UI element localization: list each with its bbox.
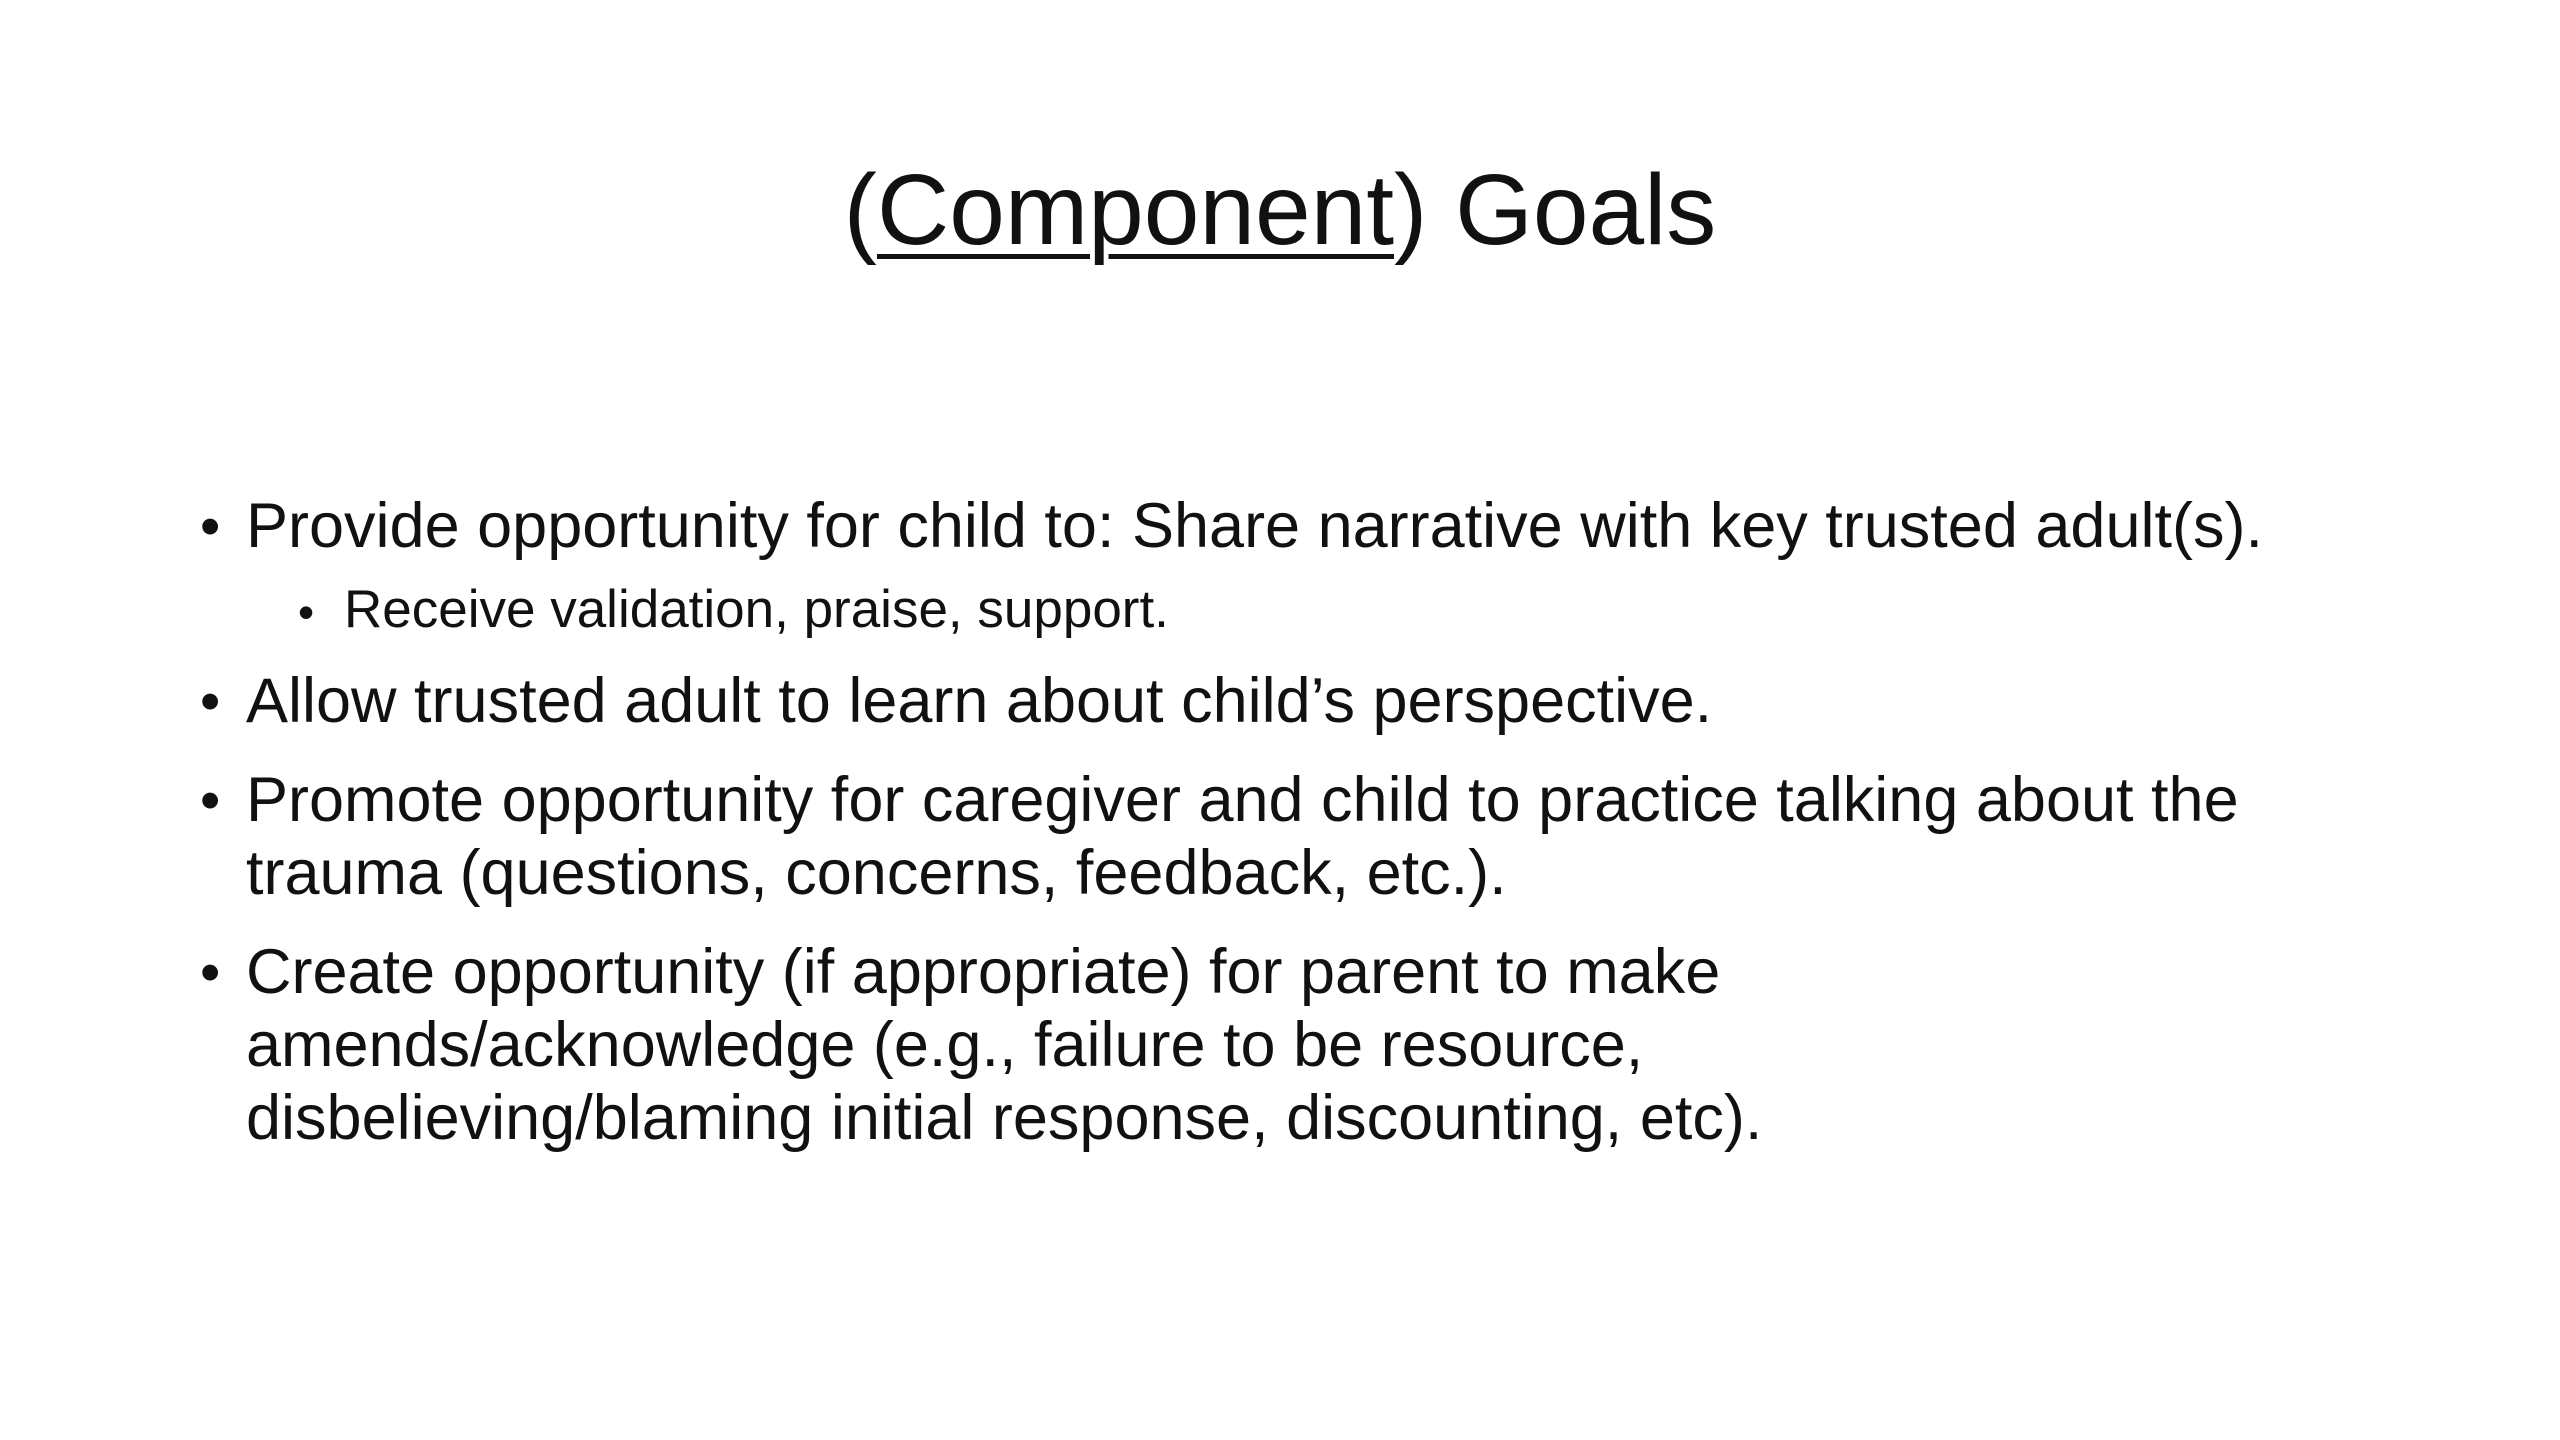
title-underlined-word: Component	[876, 154, 1394, 266]
sub-bullet-item: • Receive validation, praise, support.	[298, 577, 2400, 643]
bullet-item: • Promote opportunity for caregiver and child to practice talking about the trauma (questions, concerns, feedback, etc.).	[200, 764, 2400, 910]
title-rest: ) Goals	[1393, 154, 1717, 266]
bullet-item: • Allow trusted adult to learn about child’s perspective.	[200, 665, 2400, 738]
bullet-item: • Provide opportunity for child to: Share narrative with key trusted adult(s).	[200, 490, 2400, 563]
title-open-paren: (	[843, 154, 877, 266]
slide-title	[0, 150, 2560, 270]
bullet-list	[200, 490, 2400, 1169]
bullet-item: • Create opportunity (if appropriate) for parent to make amends/acknowledge (e.g., failure to be resource, disbelieving/blaming initial response, discounting, etc).	[200, 936, 2026, 1155]
